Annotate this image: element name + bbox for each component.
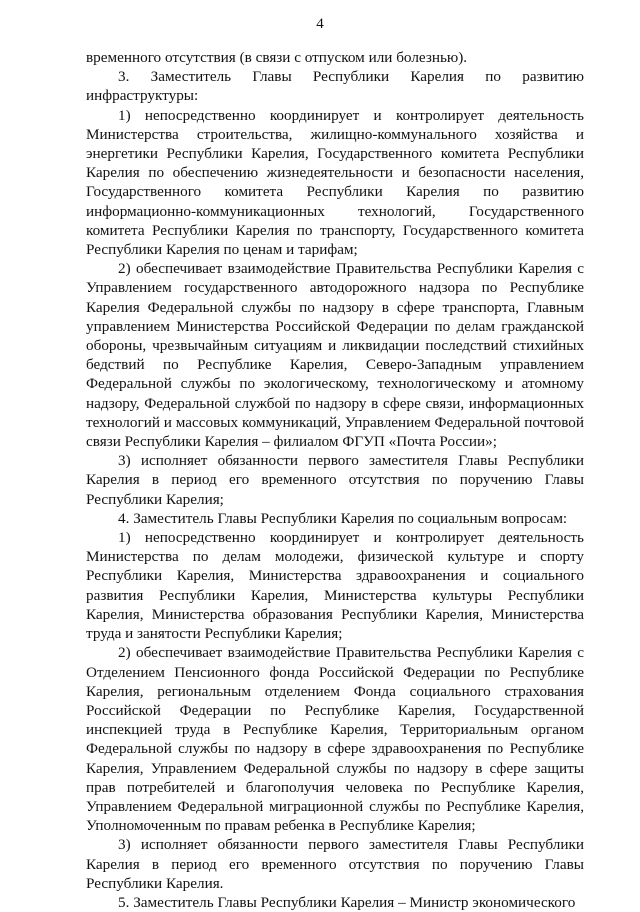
paragraph-item-4-2: 2) обеспечивает взаимодействие Правительства Республики Карелия с Отделением Пенсионного фонда Российской Федерации по Республике Карелия, региональным отделением Фонда социального страхования Российской Федерации по Республике Карелия, Государственной инспекцией труда в Республике Карелия, Территориальным органом Федеральной службы по надзору в сфере здравоохранения по Республике Карелия, Управлением Федеральной службы по надзору в сфере защиты прав потребителей и благополучия человека по Республике Карелия, Управлением Федеральной миграционной службы по Республике Карелия, Уполномоченным по правам ребенка в Республике Карелия; xyxy=(86,644,584,835)
paragraph-item-4-3: 3) исполняет обязанности первого заместителя Главы Республики Карелия в период его временного отсутствия по поручению Главы Республики Карелия. xyxy=(86,836,584,892)
page-number: 4 xyxy=(316,16,324,32)
paragraph-item-4-1: 1) непосредственно координирует и контролирует деятельность Министерства по делам молодежи, физической культуре и спорту Республики Карелия, Министерства здравоохранения и социального развития Республики Карелия, Министерства культуры Республики Карелия, Министерства образования Республики Карелия, Министерства труда и занятости Республики Карелия; xyxy=(86,529,584,643)
paragraph-item-3-2: 2) обеспечивает взаимодействие Правительства Республики Карелия с Управлением государственного автодорожного надзора по Республике Карелия Федеральной службы по надзору в сфере транспорта, Главным управлением Министерства Российской Федерации по делам гражданской обороны, чрезвычайным ситуациям и ликвидации последствий стихийных бедствий по Республике Карелия, Северо-Западным управлением Федеральной службы по экологическому, технологическому и атомному надзору, Федеральной службой по надзору в сфере связи, информационных технологий и массовых коммуникаций, Управлением Федеральной почтовой связи Республики Карелия – филиалом ФГУП «Почта России»; xyxy=(86,260,584,451)
paragraph-item-3-heading: 3. Заместитель Главы Республики Карелия по развитию инфраструктуры: xyxy=(86,68,584,105)
paragraph-continuation: временного отсутствия (в связи с отпуском или болезнью). xyxy=(86,49,468,66)
paragraph-item-5-heading: 5. Заместитель Главы Республики Карелия – Министр экономического xyxy=(118,893,576,911)
document-body xyxy=(86,48,584,912)
paragraph-item-4-heading: 4. Заместитель Главы Республики Карелия по социальным вопросам: xyxy=(118,509,568,527)
paragraph-item-3-3: 3) исполняет обязанности первого заместителя Главы Республики Карелия в период его временного отсутствия по поручению Главы Республики Карелия; xyxy=(86,452,584,508)
paragraph-item-3-1: 1) непосредственно координирует и контролирует деятельность Министерства строительства, жилищно-коммунального хозяйства и энергетики Республики Карелия, Государственного комитета Республики Карелия по обеспечению жизнедеятельности и безопасности населения, Государственного комитета Республики Карелия по развитию информационно-коммуникационных технологий, Государственного комитета Республики Карелия по транспорту, Государственного комитета Республики Карелия по ценам и тарифам; xyxy=(86,106,584,259)
